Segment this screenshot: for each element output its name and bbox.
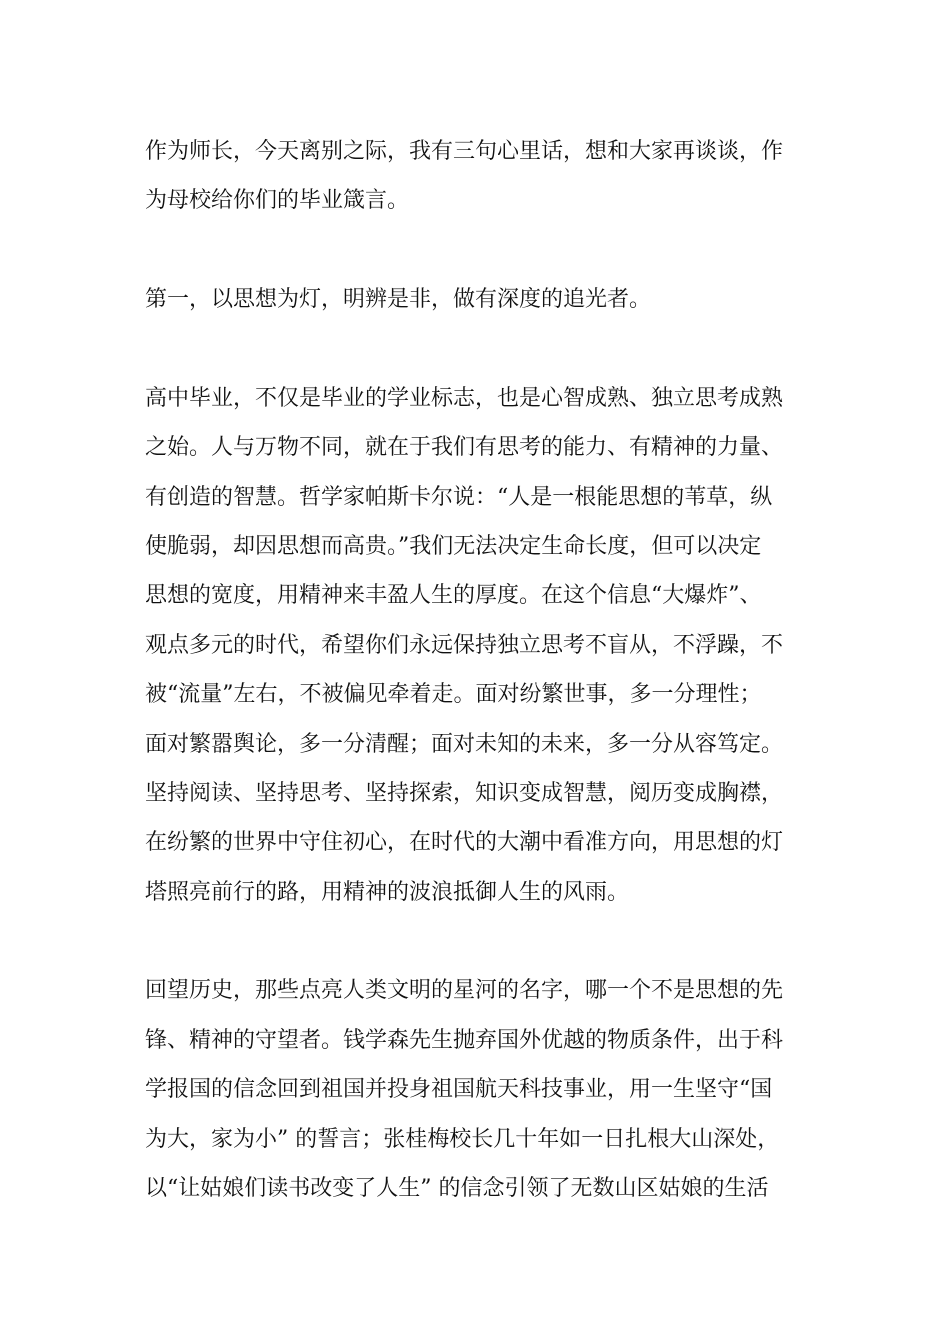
section-heading-first: 第一，以思想为灯，明辨是非，做有深度的追光者。 (145, 287, 652, 312)
paragraph-1-line-2: 之始。人与万物不同，就在于我们有思考的能力、有精神的力量、 (145, 435, 784, 460)
paragraph-1-line-7: 被“流量”左右，不被偏见牵着走。面对纷繁世事，多一分理性； (145, 682, 762, 707)
paragraph-2-line-2: 锋、精神的守望者。钱学森先生抛弃国外优越的物质条件，出于科 (145, 1028, 784, 1053)
paragraph-1-line-5: 思想的宽度，用精神来丰盈人生的厚度。在这个信息“大爆炸”、 (145, 583, 762, 608)
paragraph-1-line-6: 观点多元的时代，希望你们永远保持独立思考不盲从，不浮躁，不 (145, 633, 784, 658)
intro-line-2: 为母校给你们的毕业箴言。 (145, 188, 410, 213)
paragraph-2-line-4: 为大，家为小” 的誓言；张桂梅校长几十年如一日扎根大山深处， (145, 1127, 780, 1152)
paragraph-2-line-1: 回望历史，那些点亮人类文明的星河的名字，哪一个不是思想的先 (145, 978, 784, 1003)
paragraph-1-line-8: 面对繁嚣舆论，多一分清醒；面对未知的未来，多一分从容笃定。 (145, 732, 784, 757)
paragraph-2-line-5: 以“让姑娘们读书改变了人生” 的信念引领了无数山区姑娘的生活 (145, 1176, 769, 1201)
paragraph-1-line-11: 塔照亮前行的路，用精神的波浪抵御人生的风雨。 (145, 880, 630, 905)
paragraph-1-line-3: 有创造的智慧。哲学家帕斯卡尔说：“人是一根能思想的苇草，纵 (145, 485, 773, 510)
paragraph-1-line-4: 使脆弱，却因思想而高贵。”我们无法决定生命长度，但可以决定 (145, 534, 762, 559)
paragraph-1-line-10: 在纷繁的世界中守住初心，在时代的大潮中看准方向，用思想的灯 (145, 830, 784, 855)
paragraph-2-line-3: 学报国的信念回到祖国并投身祖国航天科技事业，用一生坚守“国 (145, 1077, 773, 1102)
intro-line-1: 作为师长，今天离别之际，我有三句心里话，想和大家再谈谈，作 (145, 139, 784, 164)
paragraph-1-line-9: 坚持阅读、坚持思考、坚持探索，知识变成智慧，阅历变成胸襟， (145, 781, 784, 806)
paragraph-1-line-1: 高中毕业，不仅是毕业的学业标志，也是心智成熟、独立思考成熟 (145, 386, 784, 411)
